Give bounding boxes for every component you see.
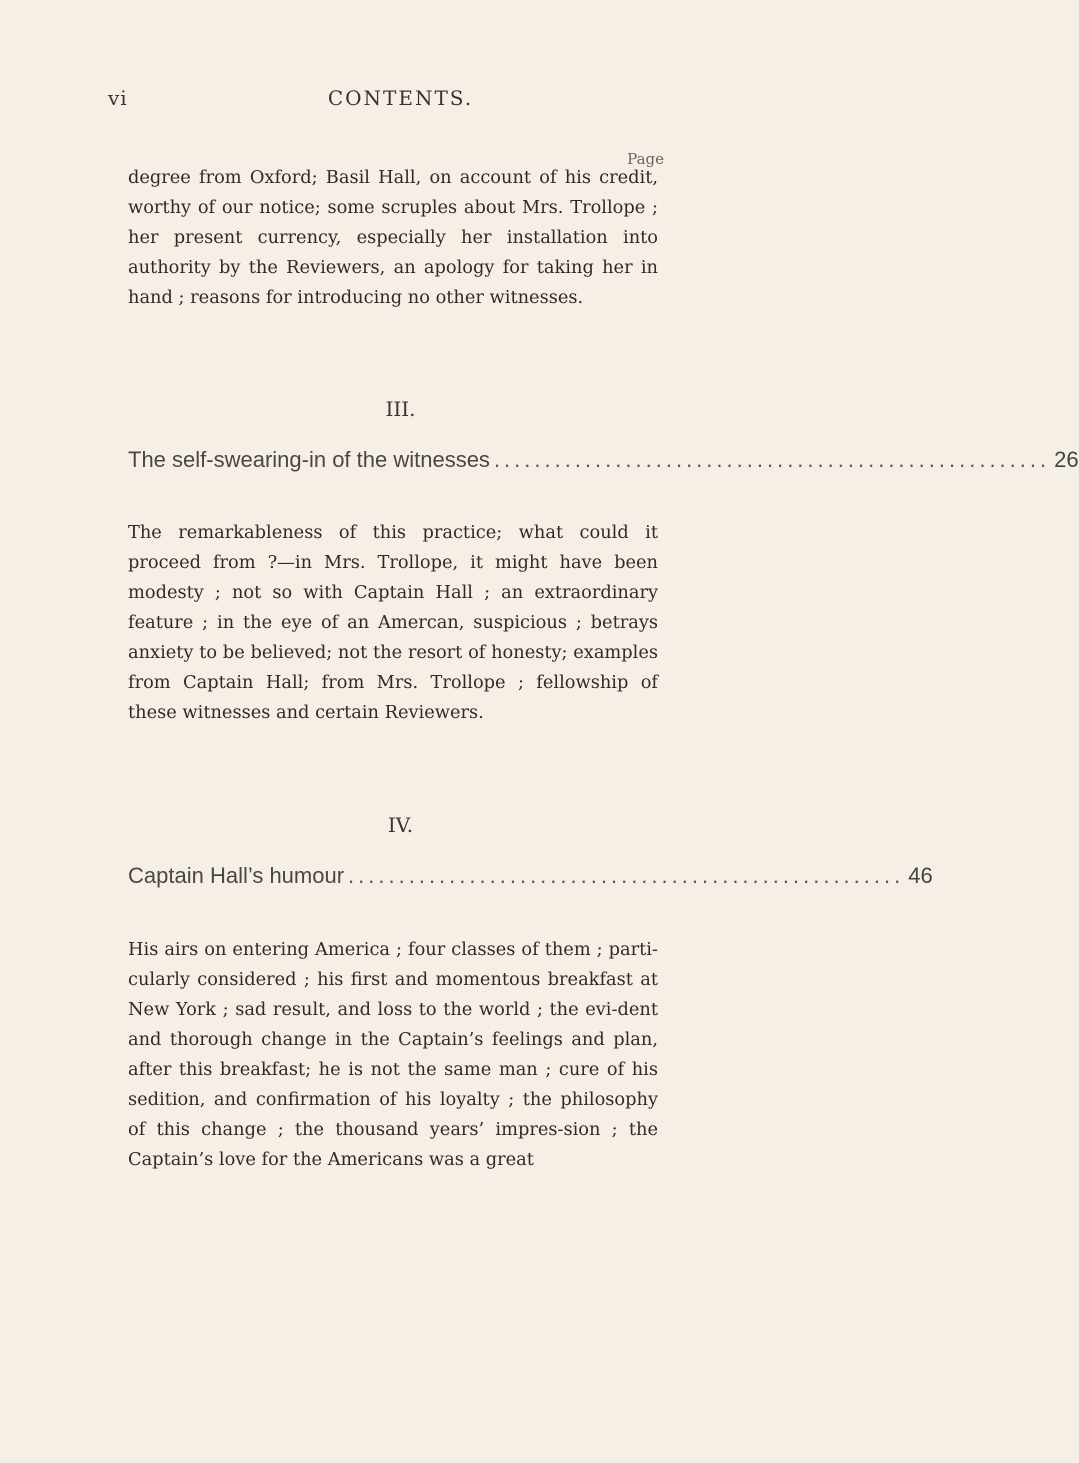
section-summary-3: The remarkableness of this practice; what could it proceed from ?—in Mrs. Trollope, it might have been modesty ; not so with Captain Hall ; an extraordinary feature ; in the eye of an Amercan, suspicious ; betrays anxiety to be believed; not the resort of honesty; examples from Captain Hall; from Mrs. Trollope ; fellowship of these witnesses and certain Reviewers. [128,522,658,723]
intro-paragraph: degree from Oxford; Basil Hall, on account of his credit, worthy of our notice; some scruples about Mrs. Trollope ; her present currency, especially her installation into authority by the Reviewers, an apology for taking her in hand ; reasons for introducing no other witnesses. [128,167,658,308]
dot-leader: ....................................................... [348,863,905,888]
section-numeral-4: IV. [387,813,414,837]
toc-entry-4[interactable] [128,863,933,897]
section-numeral-3: III. [385,397,416,421]
running-title: CONTENTS. [327,86,474,110]
page-header [0,86,801,126]
toc-entry-title: The self-swearing-in of the witnesses [128,447,490,472]
toc-entry-page: 26 [1054,447,1079,472]
toc-entry-3[interactable] [128,447,1079,481]
page-column-label: Page [627,150,664,168]
toc-entry-title: Captain Hall’s humour [128,863,345,888]
page-number: vi [108,86,128,110]
dot-leader: ....................................................... [493,447,1051,472]
toc-entry-page: 46 [908,863,933,888]
section-summary-4: His airs on entering America ; four classes of them ; parti-cularly considered ; his first and momentous breakfast at New York ; sad result, and loss to the world ; the evi-dent and thorough change in the Captain’s feelings and plan, after this breakfast; he is not the same man ; cure of his sedition, and confirmation of his loyalty ; the philosophy of this change ; the thousand years’ impres-sion ; the Captain’s love for the Americans was a great [128,939,658,1170]
